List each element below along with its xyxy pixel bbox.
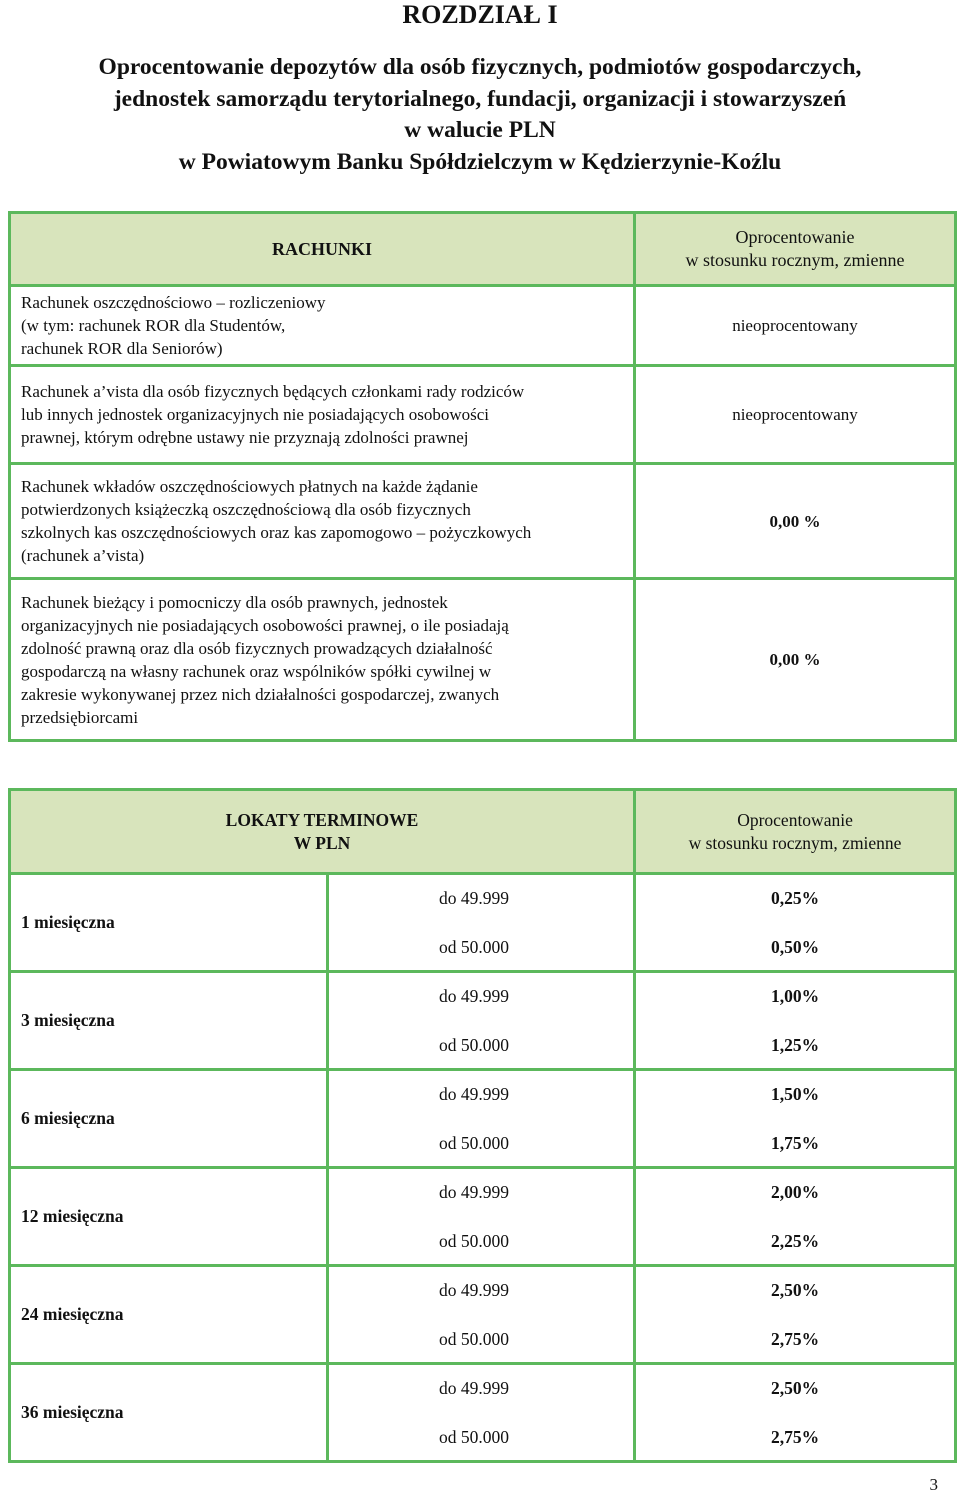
accounts-header-row bbox=[10, 213, 956, 286]
account-row bbox=[10, 286, 956, 366]
deposit-amount-tier: od 50.000 bbox=[328, 1413, 635, 1462]
deposit-rate: 2,75% bbox=[635, 1315, 956, 1364]
deposit-amount-tier: do 49.999 bbox=[328, 1266, 635, 1315]
deposit-amount-tier: do 49.999 bbox=[328, 1070, 635, 1119]
deposit-term: 6 miesięczna bbox=[10, 1070, 328, 1168]
page-number: 3 bbox=[929, 1475, 938, 1494]
deposit-row bbox=[10, 874, 956, 923]
account-name: Rachunek oszczędnościowo – rozliczeniowy (w tym: rachunek ROR dla Studentów, rachunek ROR dla Seniorów) bbox=[10, 286, 635, 366]
account-rate: 0,00 % bbox=[635, 579, 956, 741]
title-line: Oprocentowanie depozytów dla osób fizycznych, podmiotów gospodarczych, bbox=[98, 54, 862, 80]
deposits-table bbox=[8, 788, 957, 1463]
accounts-header-name: RACHUNKI bbox=[10, 213, 635, 286]
deposit-amount-tier: do 49.999 bbox=[328, 972, 635, 1021]
account-name: Rachunek bieżący i pomocniczy dla osób prawnych, jednostek organizacyjnych nie posiadających osobowości prawnej, o ile posiadają zdolność prawną oraz dla osób fizycznych prowadzących działalność gospodarczą na własny rachunek oraz wspólników spółki cywilnej w zakresie wykonywanej przez nich działalności gospodarczej, zwanych przedsiębiorcami bbox=[10, 579, 635, 741]
deposit-rate: 1,75% bbox=[635, 1119, 956, 1168]
account-rate: nieoprocentowany bbox=[635, 366, 956, 464]
chapter-heading: ROZDZIAŁ I bbox=[402, 0, 558, 29]
account-row bbox=[10, 579, 956, 741]
deposit-rate: 2,50% bbox=[635, 1266, 956, 1315]
deposit-amount-tier: do 49.999 bbox=[328, 1168, 635, 1217]
deposit-rate: 0,50% bbox=[635, 923, 956, 972]
deposit-amount-tier: do 49.999 bbox=[328, 874, 635, 923]
title-line: jednostek samorządu terytorialnego, fundacji, organizacji i stowarzyszeń bbox=[113, 85, 847, 112]
deposit-amount-tier: od 50.000 bbox=[328, 1119, 635, 1168]
deposit-term: 3 miesięczna bbox=[10, 972, 328, 1070]
document-title bbox=[0, 52, 960, 178]
deposit-rate: 2,25% bbox=[635, 1217, 956, 1266]
account-name: Rachunek wkładów oszczędnościowych płatnych na każde żądanie potwierdzonych książeczką oszczędnościową dla osób fizycznych szkolnych kas oszczędnościowych oraz kas zapomogowo – pożyczkowych (rachunek a’vista) bbox=[10, 464, 635, 579]
deposits-header-rate: Oprocentowanie w stosunku rocznym, zmienne bbox=[635, 790, 956, 874]
deposit-amount-tier: od 50.000 bbox=[328, 923, 635, 972]
deposit-term: 1 miesięczna bbox=[10, 874, 328, 972]
account-name: Rachunek a’vista dla osób fizycznych będących członkami rady rodziców lub innych jednostek organizacyjnych nie posiadających osobowości prawnej, którym odrębne ustawy nie przyznają zdolności prawnej bbox=[10, 366, 635, 464]
deposits-header-row bbox=[10, 790, 956, 874]
deposit-rate: 0,25% bbox=[635, 874, 956, 923]
deposit-row bbox=[10, 1364, 956, 1413]
title-line: w Powiatowym Banku Spółdzielczym w Kędzierzynie-Koźlu bbox=[178, 148, 782, 175]
account-rate: nieoprocentowany bbox=[635, 286, 956, 366]
accounts-table bbox=[8, 211, 957, 742]
deposit-amount-tier: od 50.000 bbox=[328, 1315, 635, 1364]
deposit-row bbox=[10, 1266, 956, 1315]
deposit-rate: 2,50% bbox=[635, 1364, 956, 1413]
deposit-row bbox=[10, 972, 956, 1021]
account-row bbox=[10, 366, 956, 464]
deposit-rate: 1,00% bbox=[635, 972, 956, 1021]
deposit-term: 12 miesięczna bbox=[10, 1168, 328, 1266]
title-line: w walucie PLN bbox=[404, 117, 556, 143]
deposit-row bbox=[10, 1070, 956, 1119]
deposit-amount-tier: od 50.000 bbox=[328, 1217, 635, 1266]
deposits-header-name: LOKATY TERMINOWE W PLN bbox=[10, 790, 635, 874]
deposit-rate: 1,50% bbox=[635, 1070, 956, 1119]
deposit-rate: 1,25% bbox=[635, 1021, 956, 1070]
deposit-rate: 2,00% bbox=[635, 1168, 956, 1217]
deposit-rate: 2,75% bbox=[635, 1413, 956, 1462]
deposit-row bbox=[10, 1168, 956, 1217]
deposit-term: 36 miesięczna bbox=[10, 1364, 328, 1462]
deposit-term: 24 miesięczna bbox=[10, 1266, 328, 1364]
account-row bbox=[10, 464, 956, 579]
accounts-header-rate: Oprocentowanie w stosunku rocznym, zmienne bbox=[635, 213, 956, 286]
deposit-amount-tier: do 49.999 bbox=[328, 1364, 635, 1413]
account-rate: 0,00 % bbox=[635, 464, 956, 579]
deposit-amount-tier: od 50.000 bbox=[328, 1021, 635, 1070]
